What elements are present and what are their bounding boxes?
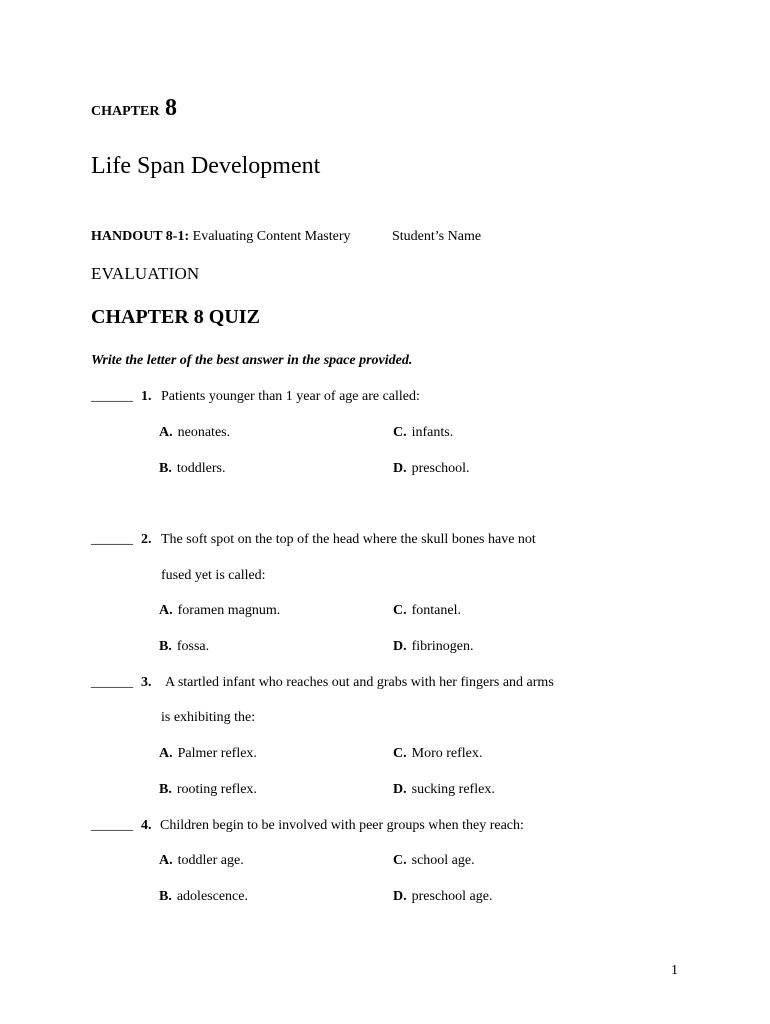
question-text: Children begin to be involved with peer groups when they reach: (160, 818, 524, 833)
option-text: Palmer reflex. (177, 746, 257, 761)
option-a (159, 746, 257, 762)
question-number: 3. (141, 675, 152, 690)
option-text: preschool. (411, 461, 470, 476)
question-text: Patients younger than 1 year of age are called: (161, 389, 420, 404)
question-text-continued: is exhibiting the: (161, 710, 256, 725)
option-d (393, 639, 473, 655)
option-d (393, 889, 492, 905)
option-text: toddlers. (176, 461, 226, 476)
answer-blank[interactable]: ______ (91, 532, 133, 547)
question-text: The soft spot on the top of the head where the skull bones have not (161, 532, 536, 547)
quiz-instructions: Write the letter of the best answer in the space provided. (91, 353, 413, 368)
option-b (159, 889, 248, 905)
option-d (393, 782, 495, 798)
page-title: Life Span Development (91, 153, 321, 179)
option-letter: B. (159, 889, 172, 904)
answer-blank[interactable]: ______ (91, 675, 133, 690)
option-text: rooting reflex. (176, 782, 257, 797)
option-letter: D. (393, 639, 407, 654)
option-text: infants. (411, 425, 454, 440)
option-letter: D. (393, 782, 407, 797)
option-text: fibrinogen. (411, 639, 474, 654)
question-number: 4. (141, 818, 152, 833)
option-letter: A. (159, 853, 173, 868)
option-text: fontanel. (411, 603, 461, 618)
option-letter: B. (159, 782, 172, 797)
chapter-number: 8 (164, 95, 177, 121)
question-text-continued: fused yet is called: (161, 568, 266, 583)
option-c (393, 603, 461, 619)
chapter-label-text: CHAPTER (91, 104, 160, 119)
option-text: foramen magnum. (177, 603, 281, 618)
option-text: preschool age. (411, 889, 493, 904)
option-c (393, 746, 482, 762)
option-a (159, 603, 280, 619)
option-a (159, 853, 244, 869)
handout-line (91, 229, 482, 245)
handout-text: Evaluating Content Mastery (192, 229, 351, 244)
option-letter: B. (159, 639, 172, 654)
answer-blank[interactable]: ______ (91, 389, 133, 404)
option-d (393, 461, 470, 477)
option-letter: C. (393, 603, 407, 618)
option-c (393, 425, 453, 441)
answer-blank[interactable]: ______ (91, 818, 133, 833)
quiz-title: CHAPTER 8 QUIZ (91, 306, 260, 328)
option-letter: B. (159, 461, 172, 476)
question-text: A startled infant who reaches out and grabs with her fingers and arms (165, 675, 554, 690)
handout-label: HANDOUT 8-1: (91, 229, 190, 244)
option-letter: C. (393, 425, 407, 440)
option-letter: C. (393, 853, 407, 868)
option-letter: D. (393, 461, 407, 476)
student-name-label: Student’s Name (392, 229, 482, 244)
option-letter: D. (393, 889, 407, 904)
chapter-label (91, 95, 177, 122)
option-b (159, 461, 225, 477)
option-b (159, 782, 257, 798)
option-a (159, 425, 230, 441)
question-number: 1. (141, 389, 152, 404)
option-text: sucking reflex. (411, 782, 495, 797)
option-text: fossa. (176, 639, 210, 654)
option-letter: A. (159, 746, 173, 761)
option-b (159, 639, 209, 655)
option-text: Moro reflex. (411, 746, 483, 761)
option-letter: A. (159, 603, 173, 618)
option-text: school age. (411, 853, 475, 868)
option-text: adolescence. (176, 889, 248, 904)
question-number: 2. (141, 532, 152, 547)
option-letter: C. (393, 746, 407, 761)
option-c (393, 853, 475, 869)
evaluation-heading: EVALUATION (91, 264, 200, 283)
page-number: 1 (671, 963, 678, 978)
option-text: neonates. (177, 425, 231, 440)
option-text: toddler age. (177, 853, 244, 868)
option-letter: A. (159, 425, 173, 440)
